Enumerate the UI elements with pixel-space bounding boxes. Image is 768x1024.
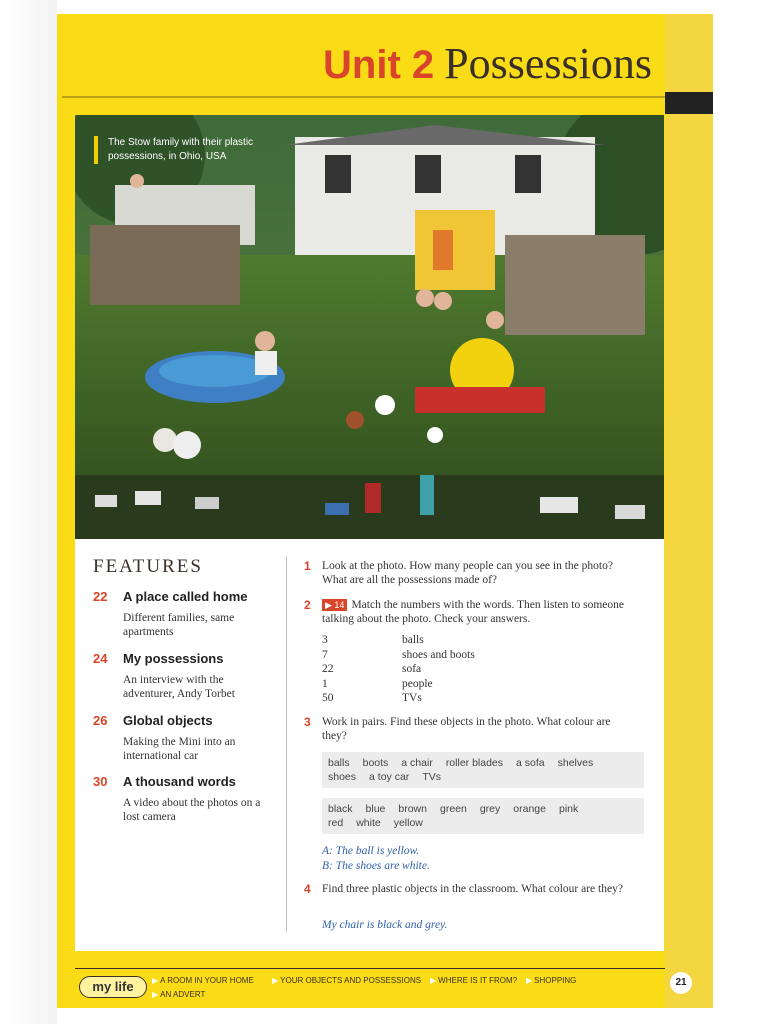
example-line-a: A: The ball is yellow. xyxy=(322,845,420,857)
objects-word-box xyxy=(322,752,644,788)
match-number: 3 xyxy=(322,634,328,646)
match-number: 50 xyxy=(322,692,334,705)
unit-marker-block xyxy=(665,92,713,114)
footer-rule xyxy=(75,968,665,969)
title-rule xyxy=(62,96,665,98)
footer-link[interactable] xyxy=(430,976,517,985)
colour-word: black xyxy=(328,803,353,815)
colour-word: orange xyxy=(513,803,546,815)
exercise-4 xyxy=(304,882,634,896)
feature-title: A place called home xyxy=(123,589,248,604)
page-edge-strip xyxy=(665,14,713,1008)
photo-illustration xyxy=(75,115,664,539)
audio-track-number: 14 xyxy=(334,600,345,610)
colour-word: yellow xyxy=(393,817,423,829)
page-number: 21 xyxy=(670,972,692,994)
exercise-text-wrap xyxy=(322,598,634,626)
match-word: shoes and boots xyxy=(402,648,475,661)
match-word: sofa xyxy=(402,663,422,676)
footer-link-label: WHERE IS IT FROM? xyxy=(438,976,518,985)
arrow-icon: ▶ xyxy=(152,990,159,999)
exercise-number: 2 xyxy=(304,598,311,612)
feature-item[interactable] xyxy=(93,712,273,763)
match-word: people xyxy=(402,677,433,690)
exercise-text: Find three plastic objects in the classroom. What colour are they? xyxy=(322,883,623,895)
colour-word: white xyxy=(356,817,381,829)
exercise-number: 1 xyxy=(304,559,311,573)
photo-caption: The Stow family with their plastic possessions, in Ohio, USA xyxy=(94,136,308,164)
footer-link[interactable] xyxy=(526,976,576,985)
object-word: a sofa xyxy=(516,757,545,769)
example-answer: My chair is black and grey. xyxy=(322,919,448,931)
feature-title: A thousand words xyxy=(123,774,236,789)
colour-word: brown xyxy=(398,803,427,815)
arrow-icon: ▶ xyxy=(430,976,437,985)
exercise-text: Work in pairs. Find these objects in the photo. What colour are they? xyxy=(322,716,611,742)
feature-title: Global objects xyxy=(123,713,213,728)
exercise-text: Match the numbers with the words. Then listen to someone talking about the photo. Check your answers. xyxy=(322,599,624,625)
feature-desc: A video about the photos on a lost camera xyxy=(123,797,261,823)
my-life-badge: my life xyxy=(79,976,147,998)
page-gutter xyxy=(0,0,57,1024)
colour-word: red xyxy=(328,817,344,829)
object-word: TVs xyxy=(422,771,441,783)
exercise-2 xyxy=(304,598,634,626)
object-word: shelves xyxy=(557,757,594,769)
match-row xyxy=(322,648,475,663)
object-word: a chair xyxy=(401,757,433,769)
match-number: 1 xyxy=(322,677,328,690)
object-word: balls xyxy=(328,757,350,769)
arrow-icon: ▶ xyxy=(272,976,279,985)
exercise-number: 4 xyxy=(304,882,311,896)
match-row xyxy=(322,677,475,692)
colour-word: pink xyxy=(558,803,579,815)
match-number: 22 xyxy=(322,663,334,676)
arrow-icon: ▶ xyxy=(526,976,533,985)
feature-item[interactable] xyxy=(93,773,273,824)
audio-track-button[interactable]: ▶ 14 xyxy=(322,599,347,611)
page-title xyxy=(60,38,652,89)
footer-link-label: A ROOM IN YOUR HOME xyxy=(160,976,254,985)
match-row xyxy=(322,662,475,677)
exercise-number: 3 xyxy=(304,715,311,729)
colour-word: blue xyxy=(365,803,386,815)
unit-title: Possessions xyxy=(444,39,652,88)
exercise-3 xyxy=(304,715,634,743)
colours-word-box xyxy=(322,798,644,834)
example-line-b: B: The shoes are white. xyxy=(322,859,430,872)
footer-link[interactable] xyxy=(152,976,254,985)
feature-item[interactable] xyxy=(93,588,273,639)
feature-title: My possessions xyxy=(123,651,224,666)
colour-word: green xyxy=(439,803,467,815)
footer-link-label: SHOPPING xyxy=(534,976,577,985)
feature-item[interactable] xyxy=(93,650,273,701)
exercise-1 xyxy=(304,559,634,587)
footer-link-label: AN ADVERT xyxy=(160,990,206,999)
match-number: 7 xyxy=(322,648,328,661)
footer-link[interactable] xyxy=(272,976,421,985)
column-divider xyxy=(286,557,287,932)
match-row xyxy=(322,691,475,706)
feature-page: 22 xyxy=(93,589,108,604)
feature-desc: Making the Mini into an international car xyxy=(123,736,236,762)
footer-link[interactable] xyxy=(152,990,205,999)
footer-link-label: YOUR OBJECTS AND POSSESSIONS xyxy=(280,976,422,985)
feature-page: 26 xyxy=(93,713,108,728)
match-word: balls xyxy=(402,634,424,646)
exercise-text: Look at the photo. How many people can you see in the photo? What are all the possessions made of? xyxy=(322,560,613,586)
feature-page: 30 xyxy=(93,774,108,789)
feature-desc: Different families, same apartments xyxy=(123,612,235,638)
object-word: roller blades xyxy=(445,757,504,769)
family-photo xyxy=(75,115,664,539)
unit-number: Unit 2 xyxy=(323,43,435,87)
feature-page: 24 xyxy=(93,651,108,666)
match-table xyxy=(322,633,475,706)
match-row xyxy=(322,633,475,648)
arrow-icon: ▶ xyxy=(152,976,159,985)
colour-word: grey xyxy=(479,803,501,815)
object-word: shoes xyxy=(328,771,357,783)
object-word: a toy car xyxy=(369,771,410,783)
match-word: TVs xyxy=(402,692,422,705)
feature-desc: An interview with the adventurer, Andy Torbet xyxy=(123,674,235,700)
features-heading: FEATURES xyxy=(93,556,203,577)
object-word: boots xyxy=(362,757,389,769)
example-dialogue xyxy=(322,844,430,873)
